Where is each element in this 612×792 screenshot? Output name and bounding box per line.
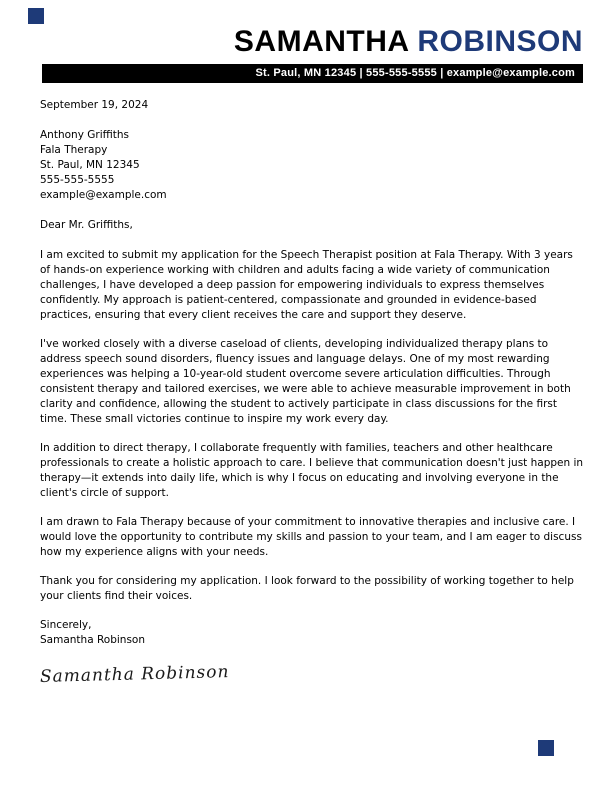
body-paragraph-3: In addition to direct therapy, I collaborate frequently with families, teachers and other healthcare professionals to create a holistic approach to care. I believe that communication doesn't just happen in therapy—it extends into daily life, which is why I focus on educating and involving everyone in the client's circle of support. bbox=[40, 442, 584, 499]
contact-bar-text: St. Paul, MN 12345 | 555-555-5555 | example@example.com bbox=[255, 67, 575, 79]
recipient-address: St. Paul, MN 12345 bbox=[40, 159, 140, 171]
recipient-name: Anthony Griffiths bbox=[40, 129, 130, 141]
body-paragraph-1: I am excited to submit my application for the Speech Therapist position at Fala Therapy. With 3 years of hands-on experience working with children and adults facing a wide variety of communication challenges, I have developed a deep passion for empowering individuals to express themselves confidently. My approach is patient-centered, compassionate and grounded in evidence-based practices, ensuring that every client receives the care and support they deserve. bbox=[40, 249, 573, 321]
signer-name: Samantha Robinson bbox=[40, 634, 145, 646]
corner-accent-square-top-left bbox=[28, 8, 44, 24]
recipient-email: example@example.com bbox=[40, 189, 167, 201]
first-name: SAMANTHA bbox=[233, 25, 409, 58]
closing-word: Sincerely, bbox=[40, 619, 92, 631]
handwritten-signature: Samantha Robinson bbox=[39, 662, 230, 687]
recipient-company: Fala Therapy bbox=[40, 144, 108, 156]
recipient-block bbox=[40, 128, 585, 203]
body-paragraph-5: Thank you for considering my application. I look forward to the possibility of working together to help your clients find their voices. bbox=[40, 575, 574, 602]
contact-bar bbox=[42, 64, 583, 83]
body-paragraph-2: I've worked closely with a diverse caseload of clients, developing individualized therapy plans to address speech sound disorders, fluency issues and language delays. One of my most rewarding experiences was helping a 10-year-old student overcome severe articulation difficulties. Through consistent therapy and tailored exercises, we were able to achieve measurable improvement in both clarity and confidence, allowing the student to actively participate in class discussions for the first time. These small victories continue to inspire my work every day. bbox=[40, 338, 571, 425]
recipient-phone: 555-555-5555 bbox=[40, 174, 115, 186]
date-line: September 19, 2024 bbox=[40, 99, 149, 111]
closing-block bbox=[40, 618, 585, 648]
last-name: ROBINSON bbox=[417, 25, 583, 58]
corner-accent-square-bottom-right bbox=[538, 740, 554, 756]
letter-body bbox=[40, 98, 585, 685]
name-heading bbox=[234, 26, 583, 58]
salutation: Dear Mr. Griffiths, bbox=[40, 219, 133, 231]
body-paragraph-4: I am drawn to Fala Therapy because of your commitment to innovative therapies and inclusive care. I would love the opportunity to contribute my skills and passion to your team, and I am eager to discuss how my experience aligns with your needs. bbox=[40, 516, 582, 558]
